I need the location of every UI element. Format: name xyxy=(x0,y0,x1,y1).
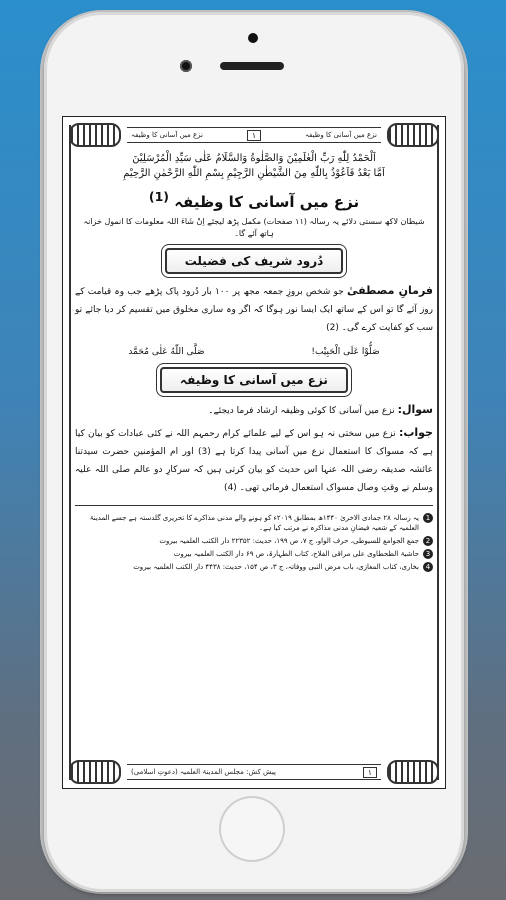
footnotes xyxy=(75,505,433,572)
section-banner-durood: دُرود شریف کی فضیلت xyxy=(165,248,344,274)
ornament-left-icon xyxy=(69,123,121,147)
footer-strip xyxy=(127,764,381,780)
footnote-text: یہ رسالہ ۲۸ جمادی الاخریٰ ۱۴۴۰ھ بمطابق ۲۰۱۹ء کو ہونے والے مدنی مذاکرے کا تحریری گلدستہ ہے جسے المدینۃ العلمیہ کے شعبہ فیضانِ مدنی مذاکرہ نے مرتب کیا ہے۔ xyxy=(89,514,419,532)
answer-paragraph xyxy=(75,424,433,497)
arabic-basmala-line: اَمَّا بَعْدُ فَاَعُوْذُ بِاللّٰهِ مِنَ الشَّیْطٰنِ الرَّجِیْمِ بِسْمِ اللّٰهِ الرَّحْمٰنِ الرَّحِیْمِ xyxy=(123,168,385,179)
footnote-number: 1 xyxy=(423,513,433,523)
footer-publisher: پیش کش: مجلس المدینۃ العلمیہ (دعوتِ اسلامی) xyxy=(131,768,276,776)
salawat-row xyxy=(75,347,433,357)
footnote-number: 4 xyxy=(423,562,433,572)
earpiece-speaker xyxy=(220,62,284,70)
footer-page-number: ۱ xyxy=(363,767,377,778)
front-camera xyxy=(248,33,258,43)
section-banner-wazifa: نزع میں آسانی کا وظیفہ xyxy=(160,367,348,393)
ornament-left-icon xyxy=(69,760,121,784)
hadith-paragraph xyxy=(75,282,433,337)
page-title-text: نزع میں آسانی کا وظیفہ xyxy=(174,193,360,211)
footnote-text: بخاری، کتاب المغازی، باب مرض النبی ووفاتہ، ج ۳، ص ۱۵۴، حدیث: ۴۴۳۸ دار الکتب العلمیہ بیروت xyxy=(133,563,419,571)
footnote-item xyxy=(75,549,433,559)
arabic-praise-line: اَلْحَمْدُ لِلّٰهِ رَبِّ الْعٰلَمِیْنَ وَالصَّلٰوةُ وَالسَّلَامُ عَلٰی سَیِّدِ الْمُرْسَلِیْنَ xyxy=(132,153,376,164)
ornament-right-icon xyxy=(387,760,439,784)
salawat-response: صَلَّی اللّٰهُ عَلٰی مُحَمَّد xyxy=(128,347,205,357)
home-button[interactable] xyxy=(221,798,283,860)
header-strip xyxy=(127,127,381,143)
camera-lens-icon xyxy=(180,60,192,72)
header-right-note: نزع میں آسانی کا وظیفہ xyxy=(131,131,203,139)
book-page-screen[interactable] xyxy=(62,116,446,789)
footnote-number: 3 xyxy=(423,549,433,559)
ornament-right-icon xyxy=(387,123,439,147)
page-footer xyxy=(69,760,439,784)
header-page-number: ۱ xyxy=(247,130,261,141)
title-footnote-ref: (1) xyxy=(148,189,170,204)
footnote-text: حاشیۃ الطحطاوی علی مراقی الفلاح، کتاب الطہارۃ، ص ۶۹ دار الکتب العلمیہ بیروت xyxy=(173,550,419,558)
page-content xyxy=(75,151,433,756)
footnote-item xyxy=(75,536,433,546)
question-text: نزع میں آسانی کا کوئی وظیفہ ارشاد فرما دیجئے۔ xyxy=(208,406,395,416)
hadith-text: جو شخص بروزِ جمعہ مجھ پر ۱۰۰ بار دُرود پاک پڑھے جب وہ قیامت کے روز آئے گا تو اس کے ساتھ ایک ایسا نور ہوگا کہ اگر وہ ساری مخلوق میں تقسیم کر دیا جائے تو سب کو کفایت کرے گی۔ (2) xyxy=(75,287,433,333)
answer-label: جواب: xyxy=(398,426,433,439)
footnote-item xyxy=(75,562,433,572)
answer-text: نزع میں سختی نہ ہو اس کے لیے علمائے کرام رحمہم اللہ نے کئی عبادات کو بیان کیا ہے کہ مسواک کا استعمال نزع میں آسانی پیدا کرتا ہے (3) اور ام المؤمنین حضرت سیدتنا عائشہ صدیقہ رضی اللہ عنہا اس حدیث کو بیان کرتی ہیں کہ سرکارِ دو عالم صلی اللہ علیہ وسلم نے وقتِ وصال مسواک استعمال فرمائی تھی۔ (4) xyxy=(75,429,434,493)
hadith-lead: فرمانِ مصطفیٰ xyxy=(347,284,433,297)
footnote-text: جمع الجوامع للسیوطی، حرف الواو، ج ۷، ص ۱۹۹، حدیث: ۲۲۳۵۲ دار الکتب العلمیہ بیروت xyxy=(159,537,419,545)
question-label: سوال: xyxy=(397,403,433,416)
salawat-call: صَلُّوْا عَلَی الْحَبِیْب! xyxy=(311,347,380,357)
footnote-number: 2 xyxy=(423,536,433,546)
intro-note: شیطان لاکھ سستی دلائے یہ رسالہ (۱۱ صفحات) مکمل پڑھ لیجئے اِنْ شَاءَ اللہ معلومات کا انمول خزانہ ہاتھ آئے گا۔ xyxy=(83,217,425,238)
footnote-item xyxy=(75,513,433,533)
page-title xyxy=(75,187,433,212)
question-paragraph xyxy=(75,401,433,420)
page-header xyxy=(69,123,439,147)
header-title: نزع میں آسانی کا وظیفہ xyxy=(305,131,377,139)
